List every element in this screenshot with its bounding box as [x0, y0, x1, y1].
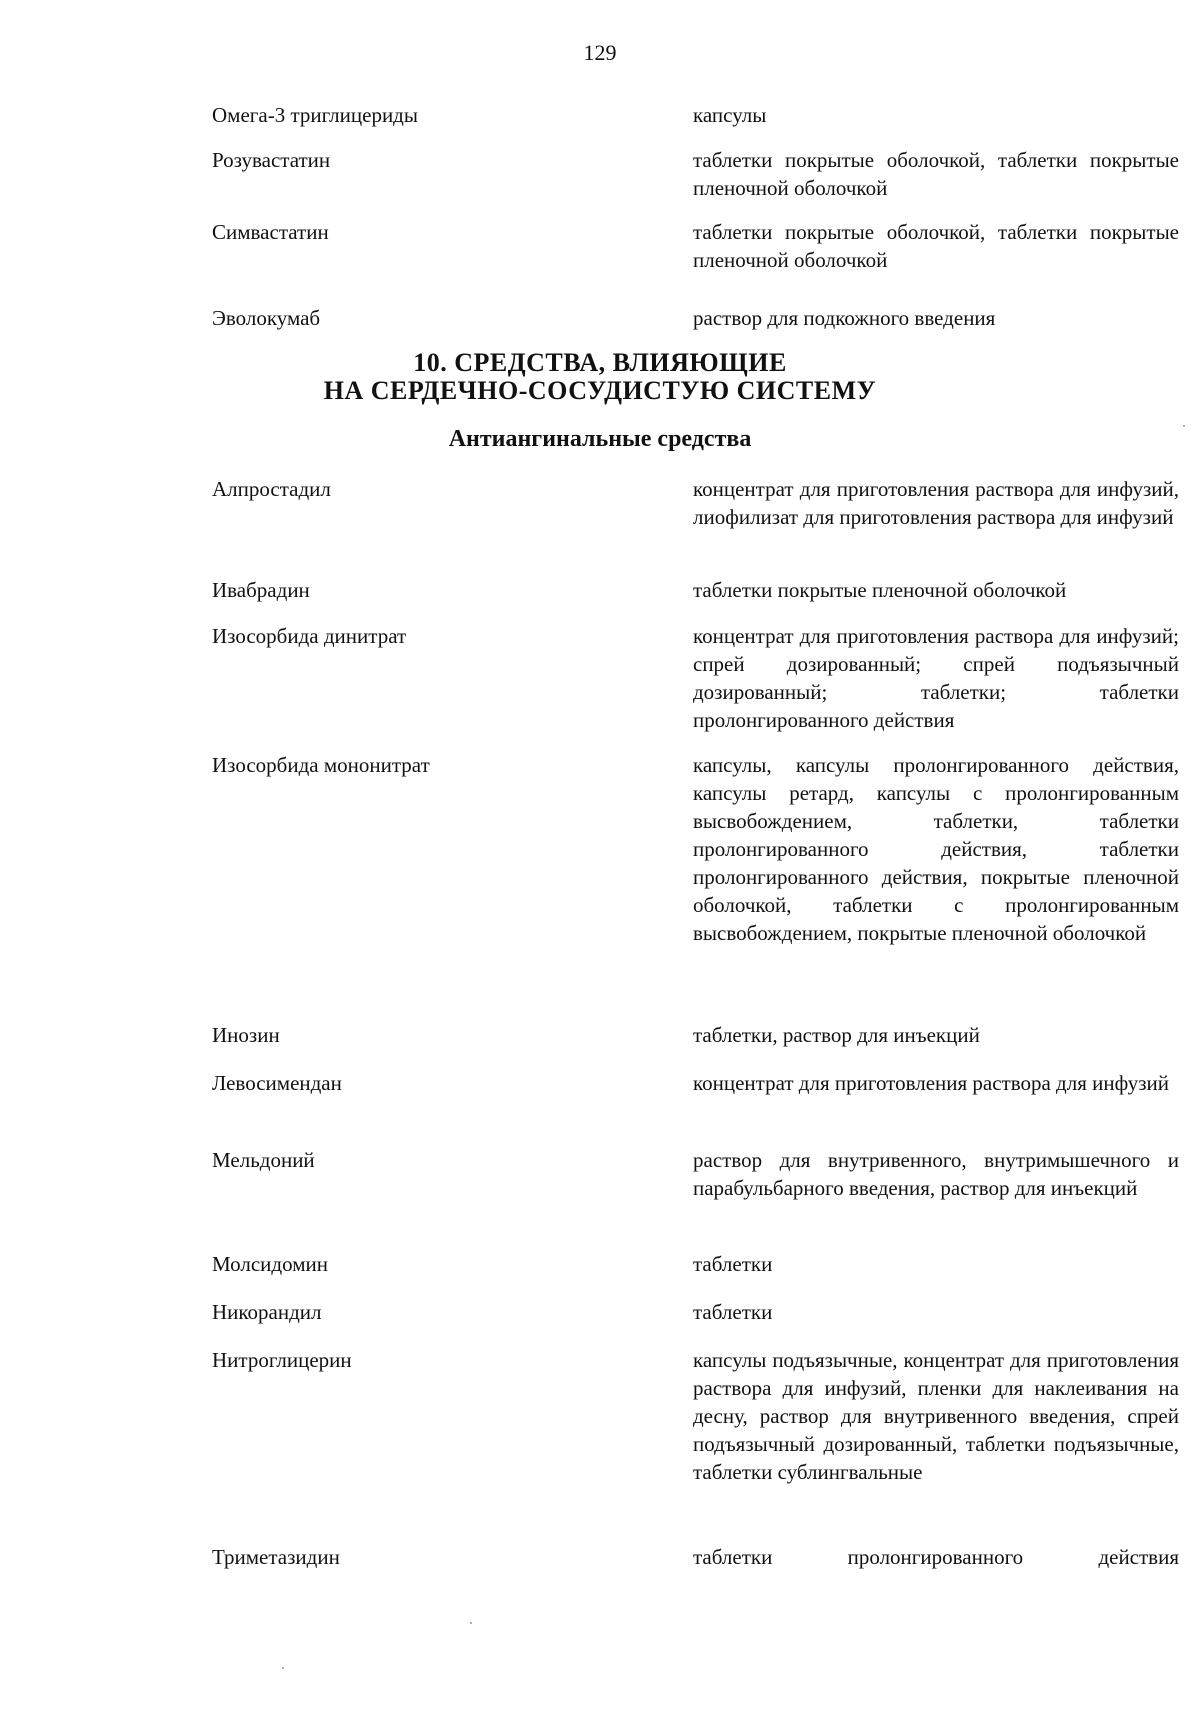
page-number: 129: [583, 40, 617, 65]
dosage-form: таблетки покрытые оболочкой, таблетки покрытые пленочной оболочкой: [693, 148, 1179, 200]
dosage-form: концентрат для приготовления раствора для инфузий: [693, 1071, 1169, 1095]
dosage-form: капсулы, капсулы пролонгированного действия, капсулы ретард, капсулы с пролонгированным высвобождением, таблетки, таблетки пролонгированного действия, таблетки пролонгированного действия, покрытые пленочной оболочкой, таблетки с пролонгированным высвобождением, покрытые пленочной оболочкой: [693, 753, 1179, 945]
dosage-form: раствор для подкожного введения: [693, 306, 996, 330]
dosage-form: таблетки пролонгированного действия: [693, 1545, 1179, 1569]
dosage-form: концентрат для приготовления раствора для инфузий; спрей дозированный; спрей подъязычный дозированный; таблетки; таблетки пролонгированного действия: [693, 624, 1179, 732]
drug-name: Симвастатин: [212, 220, 329, 244]
drug-name: Эволокумаб: [212, 306, 321, 330]
dosage-form: таблетки: [693, 1252, 773, 1276]
dosage-form: таблетки покрытые оболочкой, таблетки покрытые пленочной оболочкой: [693, 220, 1179, 272]
drug-name: Изосорбида динитрат: [212, 624, 407, 648]
drug-name: Левосимендан: [212, 1071, 342, 1095]
drug-name: Инозин: [212, 1023, 280, 1047]
dosage-form: таблетки: [693, 1300, 773, 1324]
drug-name: Триметазидин: [212, 1545, 340, 1569]
scan-speck: [282, 1667, 284, 1669]
drug-name: Изосорбида мононитрат: [212, 753, 430, 777]
drug-name: Розувастатин: [212, 148, 331, 172]
section-heading-line-1: 10. СРЕДСТВА, ВЛИЯЮЩИЕ: [413, 348, 787, 377]
dosage-form: капсулы: [693, 103, 767, 127]
drug-name: Мельдоний: [212, 1148, 315, 1172]
dosage-form: концентрат для приготовления раствора для инфузий, лиофилизат для приготовления раствора для инфузий: [693, 477, 1179, 529]
dosage-form: капсулы подъязычные, концентрат для приготовления раствора для инфузий, пленки для наклеивания на десну, раствор для внутривенного введения, спрей подъязычный дозированный, таблетки подъязычные, таблетки сублингвальные: [693, 1348, 1179, 1484]
dosage-form: раствор для внутривенного, внутримышечного и парабульбарного введения, раствор для инъекций: [693, 1148, 1179, 1200]
subsection-heading: Антиангинальные средства: [448, 426, 752, 452]
drug-name: Нитроглицерин: [212, 1348, 352, 1372]
drug-name: Молсидомин: [212, 1252, 328, 1276]
drug-name: Омега-3 триглицериды: [212, 103, 418, 127]
dosage-form: таблетки покрытые пленочной оболочкой: [693, 578, 1067, 602]
dosage-form: таблетки, раствор для инъекций: [693, 1023, 980, 1047]
scan-speck: [470, 1622, 472, 1624]
section-heading-line-2: НА СЕРДЕЧНО-СОСУДИСТУЮ СИСТЕМУ: [323, 376, 877, 405]
drug-name: Ивабрадин: [212, 578, 310, 602]
scan-speck: [1183, 425, 1185, 427]
drug-name: Алпростадил: [212, 477, 331, 501]
drug-name: Никорандил: [212, 1300, 322, 1324]
